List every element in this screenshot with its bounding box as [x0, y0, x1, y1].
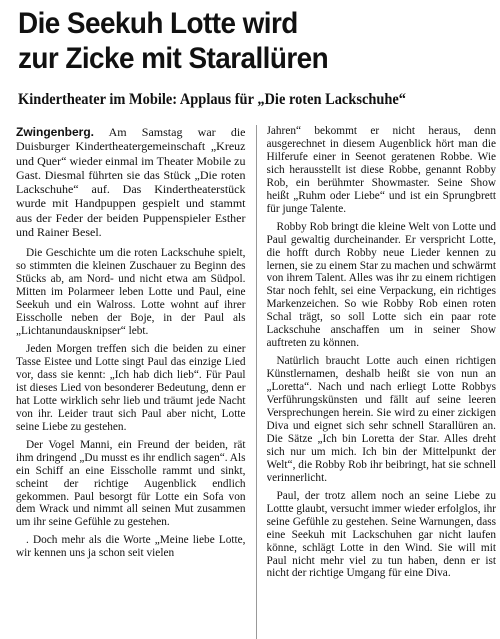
lead-paragraph — [16, 125, 246, 239]
paragraph: Natürlich braucht Lotte auch einen richtigen Künstlernamen, deshalb heißt sie von nun an „Loretta“. Nach und nach erliegt Lotte Robbys Verführungskünsten und fällt auf seine leeren Versprechungen herein. Sie wird zu einer zickigen Diva und eignet sich sehr schnell Starallüren an. Die Sätze „Ich bin Loretta der Star. Alles dreht sich nur um mich. Ich bin der Mittelpunkt der Welt“, die Robby Rob ihr beibringt, hat sie schnell verinnerlicht. — [266, 355, 496, 484]
paragraph: Paul, der trotz allem noch an seine Liebe zu Lottte glaubt, versucht immer wieder erfolglos, ihr seine Gefühle zu gestehen. Seine Warnungen, dass eine Seekuh mit Lackschuhen gar nicht laufen könne, schlägt Lotte in den Wind. Sie will mit Paul nicht mehr viel zu tun haben, denn er ist nicht der richtige Umgang für eine Diva. — [266, 489, 496, 580]
subheadline: Kindertheater im Mobile: Applaus für „Die roten Lackschuhe“ — [18, 91, 407, 108]
headline-line-1: Die Seekuh Lotte wird — [18, 7, 298, 40]
paragraph: Robby Rob bringt die kleine Welt von Lotte und Paul gewaltig durcheinander. Er verspricht Lotte, die hofft durch Robby neue Lieder kennen zu lernen, sie zu einem Star zu machen und schwärmt von ihrem Talent. Alles was ihr zu einem richtigen Star noch fehlt, sei eine Verpackung, ein richtiges Markenzeichen. So wie Robby Rob einen roten Schal trägt, so soll Lotte sich ein paar rote Lackschuhe anschaffen um in seiner Show auftreten zu können. — [266, 220, 496, 350]
headline-line-2: zur Zicke mit Starallüren — [18, 42, 329, 75]
paragraph: Der Vogel Manni, ein Freund der beiden, rät ihm dringend „Du musst es ihr endlich sagen“. Als ein Schiff an eine Eisscholle rammt und sinkt, scheint der richtige Augenblick endlich gekommen. Paul besorgt für Lotte ein Sofa von dem Wrack und nimmt all seinen Mut zusammen um ihr seine Gefühle zu gestehen. — [16, 438, 246, 529]
article-body — [16, 125, 496, 639]
headline — [18, 6, 461, 76]
column-right — [267, 125, 497, 639]
paragraph-continued: Jahren“ bekommt er nicht heraus, denn ausgerechnet in diesem Augenblick hört man die Hilferufe einer in Seenot geratenen Robbe. Wie sich herausstellt ist diese Robbe, genannt Robby Rob, ein berühmter Showmaster. Seine Show heißt „Ruhm oder Liebe“ und ist ein Sprungbrett für junge Talente. — [266, 125, 496, 215]
lead-text: Am Samstag war die Duisburger Kindertheatergemeinschaft „Kreuz und Quer“ wieder einmal im Theater Mobile zu Gast. Diesmal führten sie das Stück „Die roten Lackschuhe“ auf. Das Kindertheaterstück wurde mit Handpuppen gespielt und stammt aus der Feder der beiden Puppenspieler Esther und Rainer Besel. — [16, 125, 246, 240]
paragraph: Die Geschichte um die roten Lackschuhe spielt, so stimmten die kleinen Zuschauer zu Beginn des Stücks ab, am Nord- und nicht etwa am Südpol. Mitten im Polarmeer leben Lotte und Paul, eine Seekuh und ein Walross. Lotte wohnt auf ihrer Eisscholle neben der Boje, in der Paul als „Lichtanundausknipser“ lebt. — [16, 247, 246, 338]
paragraph: Jeden Morgen treffen sich die beiden zu einer Tasse Eistee und Lotte singt Paul das einzige Lied vor, dass sie kennt: „Ich hab dich lieb“. Für Paul ist dieses Lied von besonderer Bedeutung, denn er hat Lotte wirklich sehr lieb und träumt jede Nacht von ihr. Leider traut sich Paul aber nicht, Lotte seine Liebe zu gestehen. — [16, 343, 246, 433]
column-divider — [256, 125, 257, 639]
dateline: Zwingenberg. — [16, 125, 94, 139]
paragraph: . Doch mehr als die Worte „Meine liebe Lotte, wir kennen uns ja schon seit vielen — [16, 534, 246, 560]
column-left — [16, 125, 246, 639]
